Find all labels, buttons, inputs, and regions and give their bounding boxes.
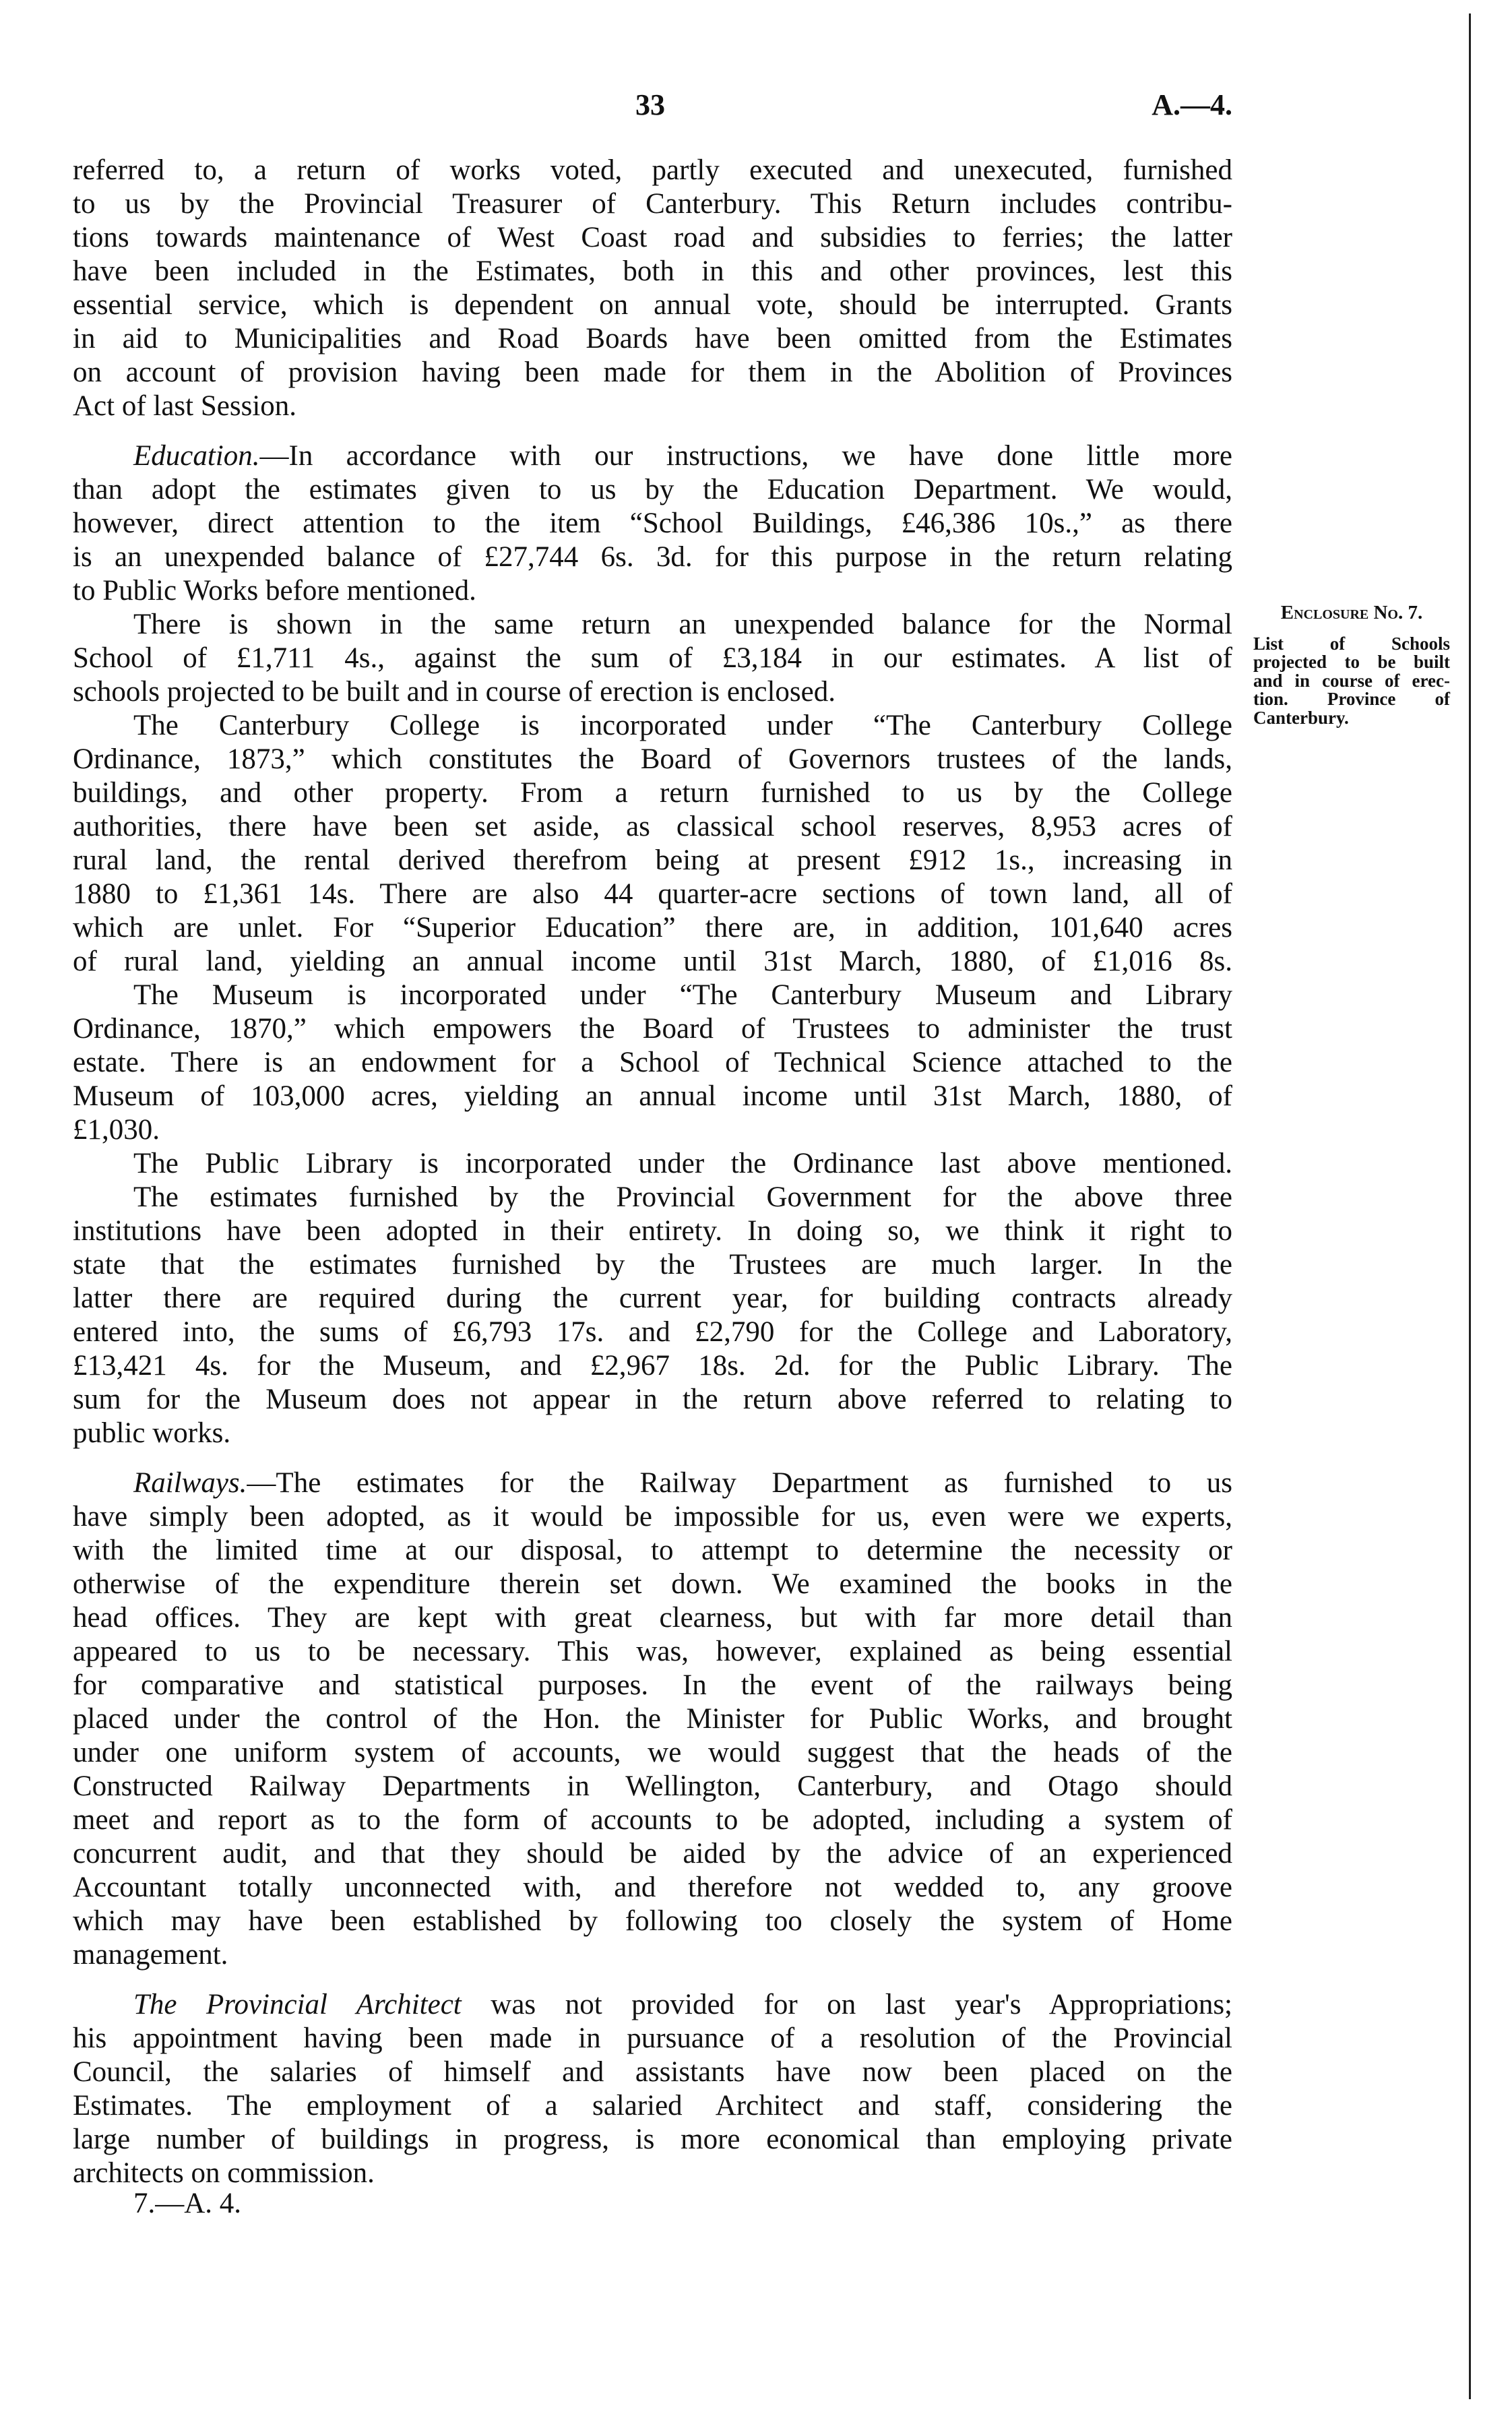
line-text: referred to, a return of works voted, partly executed and unexecuted, furnished (73, 154, 1232, 186)
margin-note-line: projected to be built (1253, 652, 1450, 672)
text-line (73, 154, 1232, 187)
margin-note-line: Canterbury. (1253, 707, 1349, 728)
line-text: placed under the control of the Hon. the Minister for Public Works, and brought (73, 1703, 1232, 1735)
text-line (73, 2089, 1232, 2123)
line-text: rural land, the rental derived therefrom being at present £912 1s., increasing in (73, 844, 1232, 876)
margin-note (1253, 604, 1450, 727)
text-line (73, 574, 1232, 608)
text-line (73, 1181, 1232, 1214)
text-line (73, 776, 1232, 810)
line-text: is an unexpended balance of £27,744 6s. 3d. for this purpose in the return relating (73, 541, 1232, 573)
line-text: head offices. They are kept with great clearness, but with far more detail than (73, 1602, 1232, 1634)
text-line (73, 1383, 1232, 1417)
paragraph (73, 154, 1232, 423)
text-line (73, 1938, 1232, 1972)
text-line (73, 255, 1232, 288)
line-text: management. (73, 1939, 228, 1971)
paragraph (73, 709, 1232, 979)
line-text: £13,421 4s. for the Museum, and £2,967 18s. 2d. for the Public Library. The (73, 1350, 1232, 1382)
line-text: large number of buildings in progress, is more economical than employing private (73, 2124, 1232, 2155)
margin-note-line: and in course of erec- (1253, 670, 1450, 691)
line-text: his appointment having been made in pursuance of a resolution of the Provincial (73, 2022, 1232, 2054)
line-text: than adopt the estimates given to us by the Education Department. We would, (73, 474, 1232, 505)
paragraph (73, 439, 1232, 608)
line-text: state that the estimates furnished by the Trustees are much larger. In the (73, 1249, 1232, 1280)
line-text: have been included in the Estimates, both in this and other provinces, lest this (73, 255, 1232, 287)
line-text: —In accordance with our instructions, we have done little more (259, 440, 1232, 472)
section-lead: The Provincial Architect (133, 1989, 462, 2020)
document-reference: A.—4. (1152, 88, 1232, 121)
text-line (73, 473, 1232, 507)
line-text: sum for the Museum does not appear in the return above referred to relating to (73, 1384, 1232, 1415)
line-text: entered into, the sums of £6,793 17s. and £2,790 for the College and Laboratory, (73, 1316, 1232, 1348)
line-text: authorities, there have been set aside, as classical school reserves, 8,953 acres of (73, 811, 1232, 842)
text-line (73, 1770, 1232, 1803)
text-line (73, 1349, 1232, 1383)
text-line (73, 1466, 1232, 1500)
text-line (73, 1316, 1232, 1349)
margin-rule (1469, 13, 1471, 2399)
text-line (73, 1837, 1232, 1871)
line-text: to Public Works before mentioned. (73, 575, 476, 607)
line-text: concurrent audit, and that they should be aided by the advice of an experienced (73, 1838, 1232, 1869)
line-text: Accountant totally unconnected with, and therefore not wedded to, any groove (73, 1872, 1232, 1903)
text-line (73, 390, 1232, 423)
text-line (73, 507, 1232, 540)
line-text: under one uniform system of accounts, we would suggest that the heads of the (73, 1737, 1232, 1768)
text-line (73, 877, 1232, 911)
text-line (73, 1012, 1232, 1046)
line-text: with the limited time at our disposal, to attempt to determine the necessity or (73, 1535, 1232, 1566)
text-line (73, 2055, 1232, 2089)
line-text: Constructed Railway Departments in Wellington, Canterbury, and Otago should (73, 1770, 1232, 1802)
text-line (73, 810, 1232, 844)
text-line (73, 945, 1232, 979)
margin-note-heading: Enclosure No. 7. (1280, 602, 1423, 623)
line-text: however, direct attention to the item “School Buildings, £46,386 10s.,” as there (73, 507, 1232, 539)
line-text: School of £1,711 4s., against the sum of £3,184 in our estimates. A list of (73, 642, 1232, 674)
text-line (73, 1147, 1232, 1181)
section-lead: Education. (133, 440, 260, 472)
text-line (73, 1282, 1232, 1316)
line-text: was not provided for on last year's Appropriations; (461, 1989, 1233, 2020)
line-text: on account of provision having been made for them in the Abolition of Provinces (73, 357, 1232, 388)
text-line (73, 1736, 1232, 1770)
line-text: which may have been established by following too closely the system of Home (73, 1905, 1232, 1937)
line-text: 1880 to £1,361 14s. There are also 44 quarter-acre sections of town land, all of (73, 878, 1232, 910)
line-text: latter there are required during the current year, for building contracts already (73, 1282, 1232, 1314)
line-text: Act of last Session. (73, 390, 297, 422)
text-line (73, 844, 1232, 877)
text-line (73, 1534, 1232, 1568)
line-text: essential service, which is dependent on annual vote, should be interrupted. Grants (73, 289, 1232, 321)
line-text: public works. (73, 1417, 231, 1449)
text-line (73, 187, 1232, 221)
text-line (73, 911, 1232, 945)
margin-note-line: List of Schools (1253, 633, 1450, 654)
paragraph (73, 979, 1232, 1147)
paragraph (73, 1147, 1232, 1181)
text-line (73, 2022, 1232, 2055)
page-signature: 7.—A. 4. (133, 2188, 242, 2219)
text-line (73, 322, 1232, 356)
margin-note-line: tion. Province of (1253, 689, 1450, 709)
line-text: buildings, and other property. From a return furnished to us by the College (73, 777, 1232, 809)
line-text: of rural land, yielding an annual income until 31st March, 1880, of £1,016 8s. (73, 946, 1232, 977)
line-text: otherwise of the expenditure therein set down. We examined the books in the (73, 1568, 1232, 1600)
line-text: architects on commission. (73, 2157, 375, 2189)
line-text: —The estimates for the Railway Department as furnished to us (247, 1467, 1232, 1499)
text-line (73, 1905, 1232, 1938)
text-line (73, 979, 1232, 1012)
line-text: estate. There is an endowment for a School of Technical Science attached to the (73, 1047, 1232, 1078)
text-line (73, 1988, 1232, 2022)
text-line (73, 709, 1232, 743)
line-text: have simply been adopted, as it would be impossible for us, even were we experts, (73, 1501, 1232, 1533)
line-text: The estimates furnished by the Provincial Government for the above three (133, 1181, 1232, 1213)
line-text: institutions have been adopted in their entirety. In doing so, we think it right to (73, 1215, 1232, 1247)
text-line (73, 642, 1232, 675)
text-line (73, 1803, 1232, 1837)
text-line (73, 288, 1232, 322)
line-text: Estimates. The employment of a salaried Architect and staff, considering the (73, 2090, 1232, 2122)
text-line (73, 540, 1232, 574)
text-line (73, 221, 1232, 255)
line-text: The Museum is incorporated under “The Canterbury Museum and Library (133, 979, 1232, 1011)
paragraph (73, 608, 1232, 709)
text-line (73, 1568, 1232, 1601)
paragraph (73, 1988, 1232, 2190)
line-text: Council, the salaries of himself and assistants have now been placed on the (73, 2056, 1232, 2088)
paragraph (73, 1181, 1232, 1450)
text-line (73, 608, 1232, 642)
line-text: to us by the Provincial Treasurer of Canterbury. This Return includes contribu- (73, 188, 1232, 220)
line-text: for comparative and statistical purposes. In the event of the railways being (73, 1669, 1232, 1701)
text-line (73, 1417, 1232, 1450)
text-line (73, 1500, 1232, 1534)
text-line (73, 2123, 1232, 2157)
text-line (73, 1113, 1232, 1147)
line-text: Museum of 103,000 acres, yielding an annual income until 31st March, 1880, of (73, 1080, 1232, 1112)
text-line (73, 1601, 1232, 1635)
text-line (73, 439, 1232, 473)
line-text: There is shown in the same return an unexpended balance for the Normal (133, 609, 1232, 640)
text-line (73, 1702, 1232, 1736)
line-text: Ordinance, 1873,” which constitutes the Board of Governors trustees of the lands, (73, 743, 1232, 775)
text-line (73, 1046, 1232, 1080)
text-line (73, 1248, 1232, 1282)
section-lead: Railways. (133, 1467, 247, 1499)
text-line (73, 675, 1232, 709)
paragraph (73, 1466, 1232, 1972)
line-text: schools projected to be built and in course of erection is enclosed. (73, 676, 836, 708)
text-line (73, 1669, 1232, 1702)
text-line (73, 356, 1232, 390)
text-line (73, 1214, 1232, 1248)
text-line (73, 743, 1232, 776)
line-text: which are unlet. For “Superior Education” there are, in addition, 101,640 acres (73, 912, 1232, 944)
line-text: appeared to us to be necessary. This was, however, explained as being essential (73, 1636, 1232, 1667)
text-line (73, 2157, 1232, 2190)
line-text: in aid to Municipalities and Road Boards have been omitted from the Estimates (73, 323, 1232, 354)
text-line (73, 1635, 1232, 1669)
text-line (73, 1080, 1232, 1113)
line-text: meet and report as to the form of accounts to be adopted, including a system of (73, 1804, 1232, 1836)
line-text: tions towards maintenance of West Coast road and subsidies to ferries; the latter (73, 222, 1232, 253)
line-text: £1,030. (73, 1114, 160, 1146)
line-text: The Public Library is incorporated under the Ordinance last above mentioned. (133, 1148, 1232, 1179)
line-text: The Canterbury College is incorporated under “The Canterbury College (133, 710, 1232, 741)
document-body (73, 154, 1232, 2190)
line-text: Ordinance, 1870,” which empowers the Board of Trustees to administer the trust (73, 1013, 1232, 1045)
text-line (73, 1871, 1232, 1905)
page-number: 33 (635, 88, 665, 121)
